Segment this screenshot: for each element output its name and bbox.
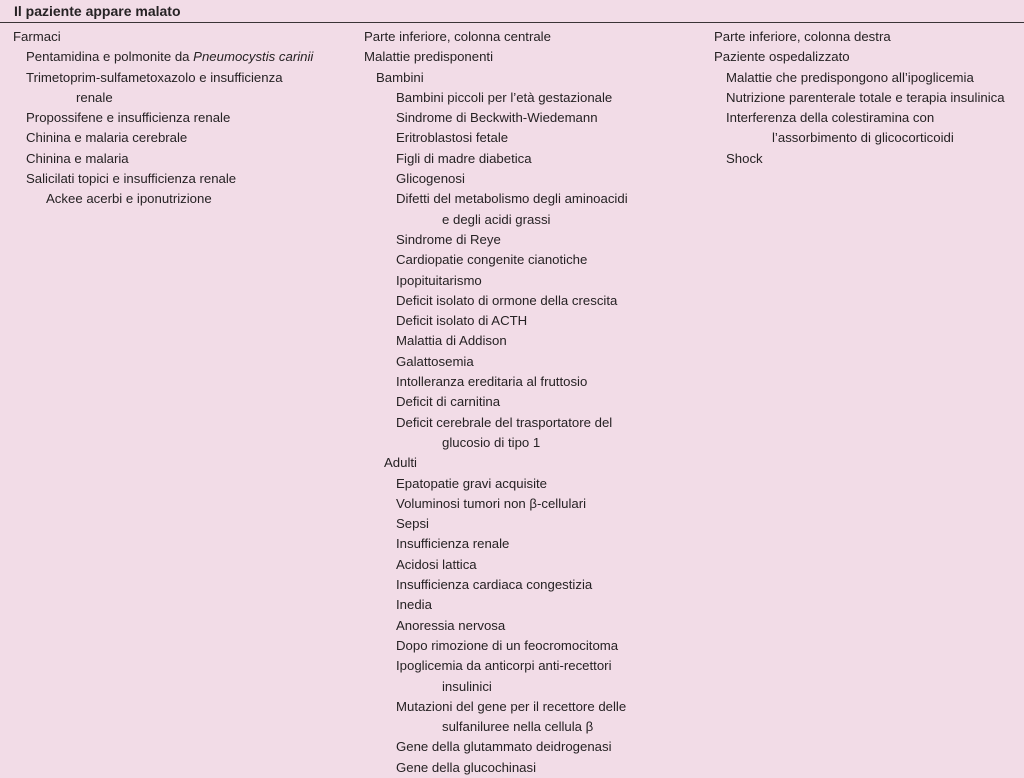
list-item: Mutazioni del gene per il recettore delle sulfaniluree nella cellula β (364, 697, 709, 738)
list-item: Deficit isolato di ormone della crescita (396, 292, 618, 308)
list-item: Bambini piccoli per l’età gestazionale (396, 89, 613, 105)
list-item: Sindrome di Reye (396, 231, 501, 247)
list-item: Sepsi (396, 516, 429, 532)
list-item: Shock (726, 150, 763, 166)
list-item: Insufficienza renale (396, 536, 510, 552)
middle-column (364, 27, 709, 778)
list-item: Difetti del metabolismo degli aminoacidi e degli acidi grassi (364, 189, 709, 230)
page-title: Il paziente appare malato (14, 3, 181, 19)
continuation-line: e degli acidi grassi (442, 211, 551, 227)
list-item: Deficit di carnitina (396, 394, 501, 410)
continuation-line: renale (76, 89, 113, 105)
list-item: Malattie che predispongono all’ipoglicemia (726, 69, 974, 85)
list-item: Propossifene e insufficienza renale (26, 110, 231, 126)
list-item: Figli di madre diabetica (396, 150, 532, 166)
list-item: Bambini (376, 69, 424, 85)
list-item: Inedia (396, 597, 432, 613)
list-item: Nutrizione parenterale totale e terapia insulinica (726, 89, 1005, 105)
continuation-line: l’assorbimento di glicocorticoidi (772, 130, 954, 146)
continuation-line: insulinici (442, 678, 492, 694)
list-item: Galattosemia (396, 353, 474, 369)
right-column-list (714, 27, 1024, 169)
list-item: Farmaci (13, 29, 61, 44)
list-item: Acidosi lattica (396, 556, 477, 572)
list-item: Intolleranza ereditaria al fruttosio (396, 374, 588, 390)
italic-term: Pneumocystis carinii (193, 49, 314, 65)
list-item: Pentamidina e polmonite da Pneumocystis carinii (26, 49, 314, 65)
list-item: Malattie predisponenti (364, 49, 494, 65)
list-item: Chinina e malaria (26, 150, 129, 166)
middle-column-list (364, 27, 709, 778)
list-item: Gene della glutammato deidrogenasi (396, 739, 612, 755)
list-item: Trimetoprim-sulfametoxazolo e insufficienza renale (13, 68, 358, 109)
list-item: Dopo rimozione di un feocromocitoma (396, 637, 619, 653)
list-item: Chinina e malaria cerebrale (26, 130, 188, 146)
list-item: Gene della glucochinasi (396, 759, 537, 775)
continuation-line: glucosio di tipo 1 (442, 434, 541, 450)
list-item: Insufficienza cardiaca congestizia (396, 577, 593, 593)
list-item: Adulti (384, 455, 417, 471)
list-item: Glicogenosi (396, 171, 465, 187)
list-item: Ipopituitarismo (396, 272, 482, 288)
list-item: Salicilati topici e insufficienza renale (26, 171, 237, 187)
list-item: Paziente ospedalizzato (714, 49, 850, 65)
list-item: Cardiopatie congenite cianotiche (396, 252, 588, 268)
list-item: Eritroblastosi fetale (396, 130, 509, 146)
list-item: Sindrome di Beckwith-Wiedemann (396, 110, 598, 126)
title-divider (0, 22, 1024, 23)
list-item: Malattia di Addison (396, 333, 507, 349)
left-column (13, 27, 358, 210)
list-item: Epatopatie gravi acquisite (396, 475, 548, 491)
left-column-list (13, 27, 358, 210)
list-item: Deficit cerebrale del trasportatore del glucosio di tipo 1 (364, 413, 709, 454)
list-item: Ackee acerbi e iponutrizione (46, 191, 212, 207)
list-item: Voluminosi tumori non β-cellulari (396, 495, 587, 511)
list-item: Interferenza della colestiramina con l’assorbimento di glicocorticoidi (714, 108, 1024, 149)
list-item: Deficit isolato di ACTH (396, 313, 528, 329)
continuation-line: sulfaniluree nella cellula β (442, 719, 594, 735)
list-item: Ipoglicemia da anticorpi anti-recettori insulinici (364, 656, 709, 697)
list-item: Anoressia nervosa (396, 617, 506, 633)
list-item: Parte inferiore, colonna centrale (364, 29, 551, 44)
list-item: Parte inferiore, colonna destra (714, 29, 891, 44)
right-column (714, 27, 1024, 169)
